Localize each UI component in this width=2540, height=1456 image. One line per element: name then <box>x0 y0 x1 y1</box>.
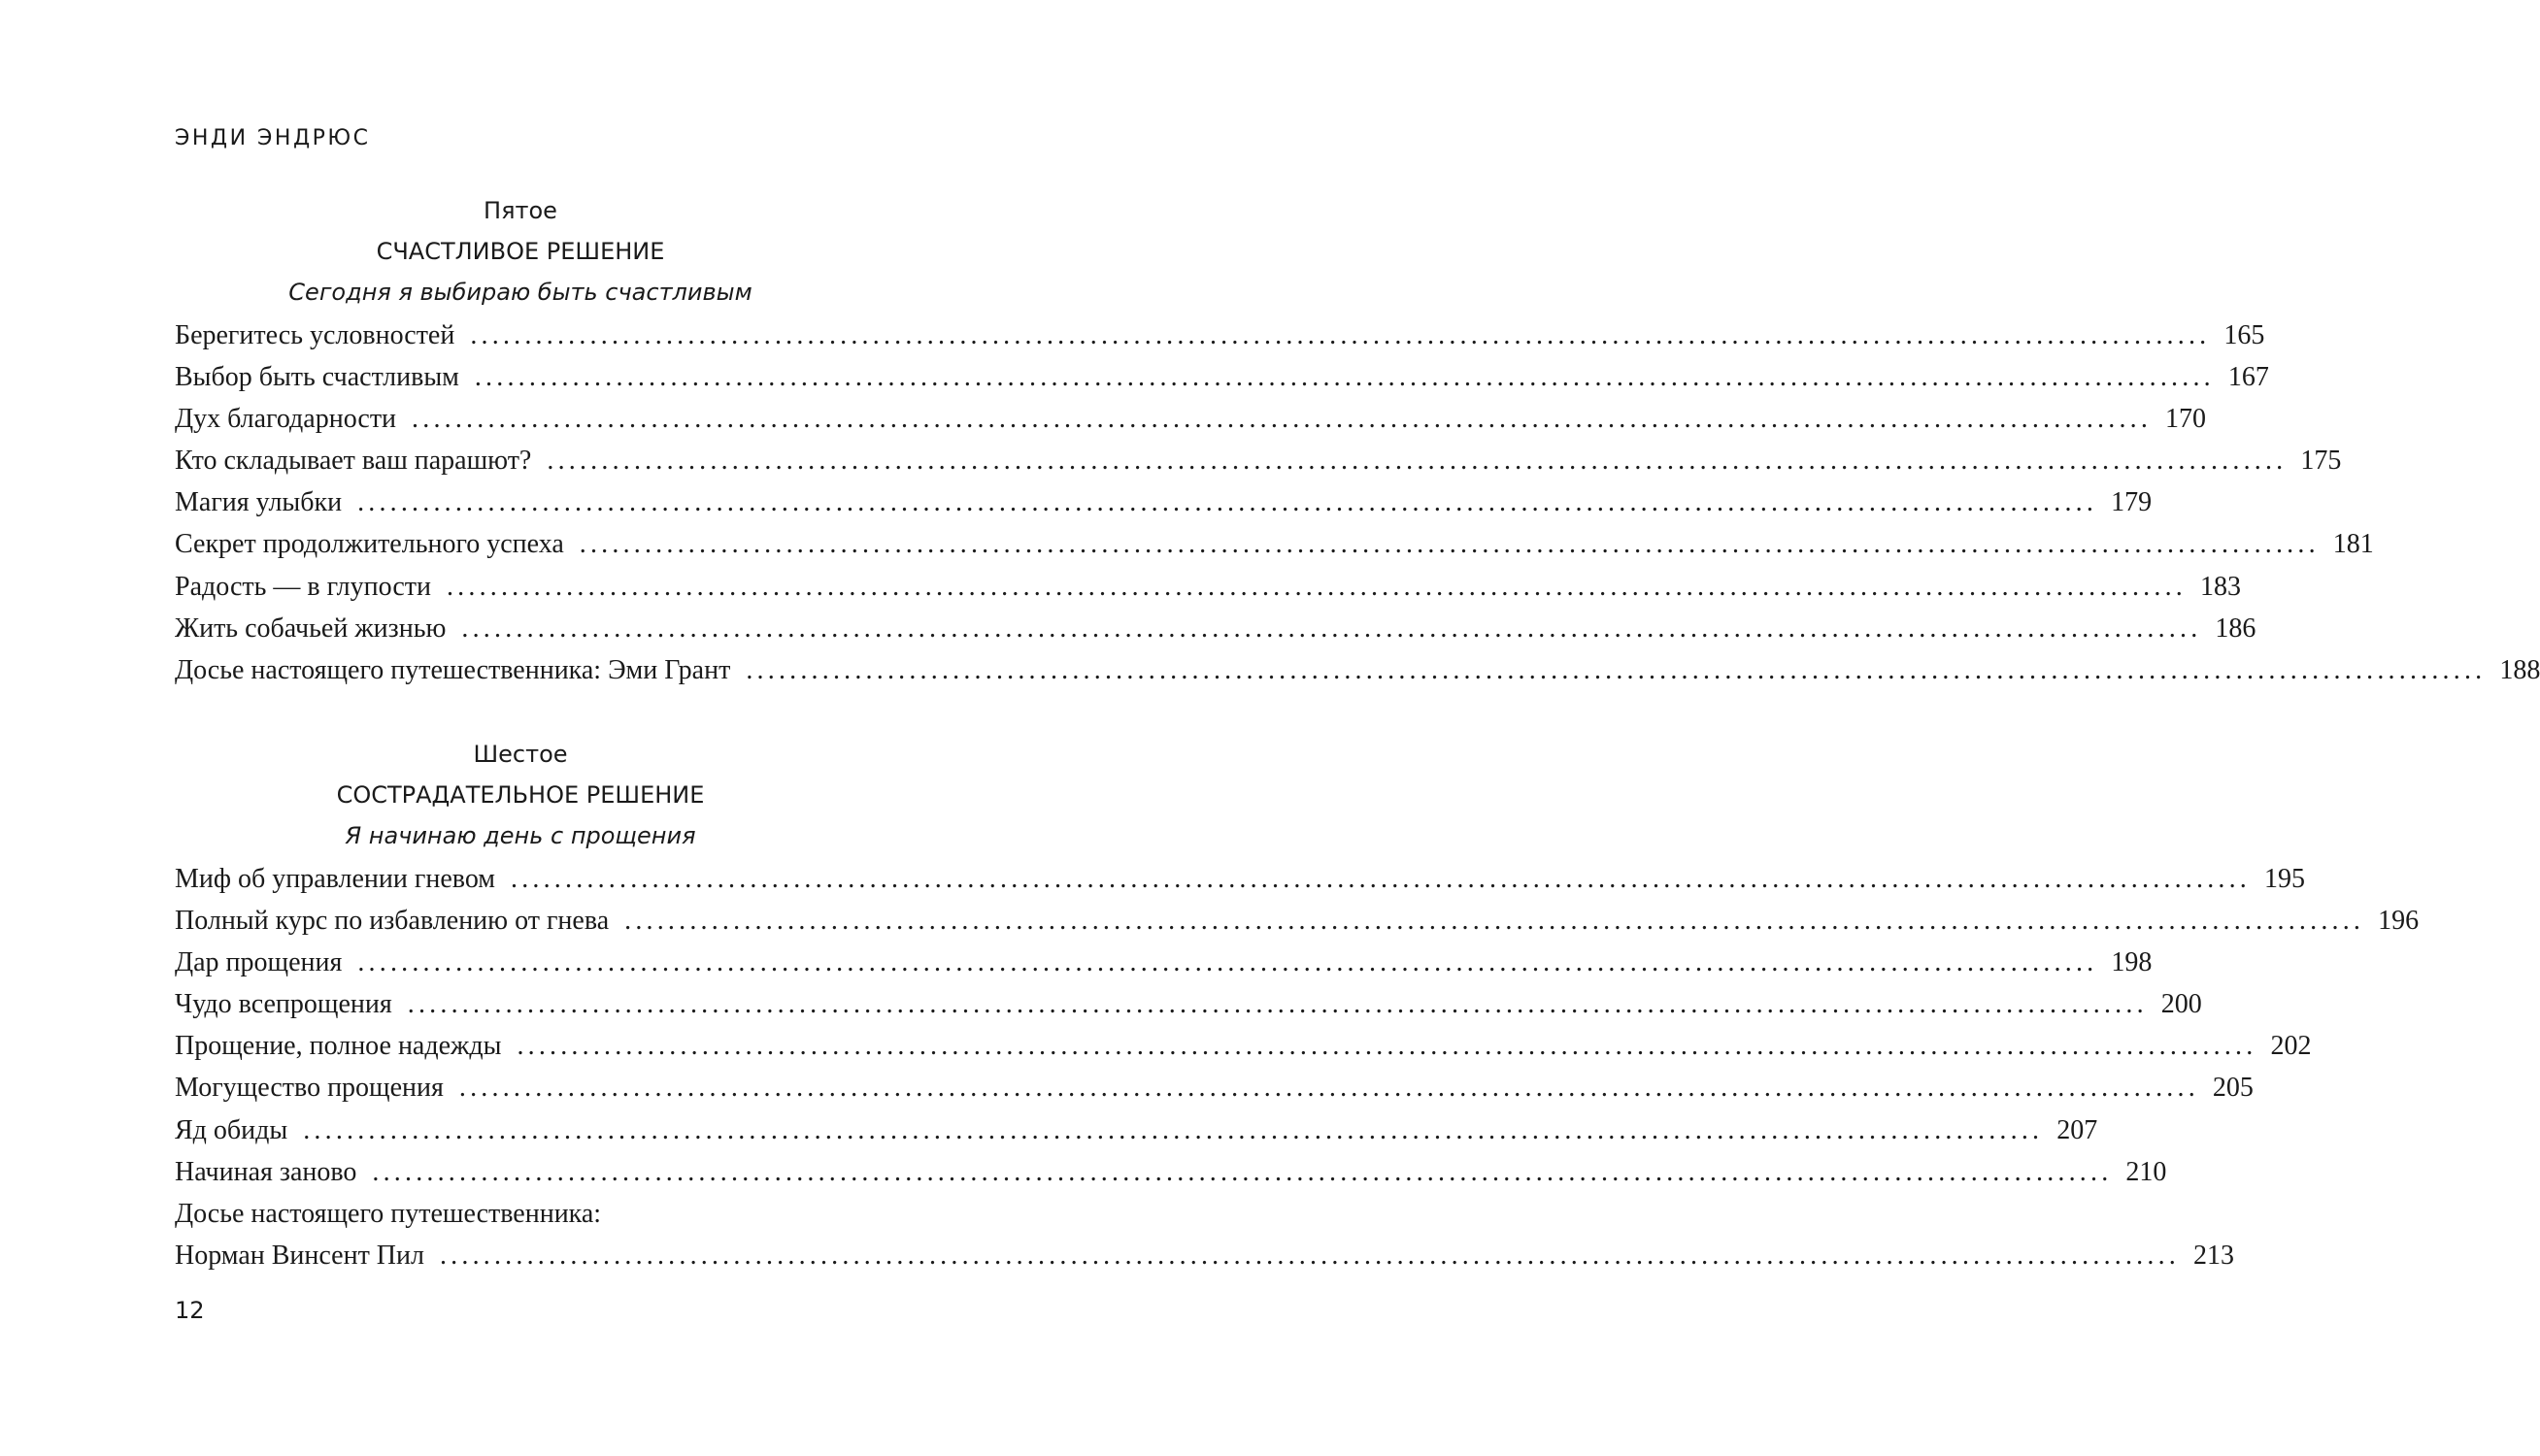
part-ordinal: Шестое <box>473 741 568 768</box>
entry-title: Дух благодарности <box>175 404 397 435</box>
entry-title: Чудо всепрощения <box>175 989 392 1020</box>
toc-part-5 <box>175 190 2540 691</box>
toc-entry[interactable] <box>175 1151 2167 1193</box>
running-head: ЭНДИ ЭНДРЮС <box>175 126 371 150</box>
entry-page: 205 <box>2212 1073 2254 1104</box>
toc-entry[interactable] <box>175 440 2342 481</box>
dot-leader: ................................................................................................................................................................ <box>303 1114 2044 1145</box>
entry-title: Выбор быть счастливым <box>175 362 459 393</box>
entry-page: 210 <box>2125 1156 2167 1187</box>
dot-leader: ................................................................................................................................................................ <box>357 487 2098 518</box>
entry-title: Норман Винсент Пил <box>175 1240 424 1271</box>
toc-entry[interactable] <box>175 983 2202 1025</box>
entry-page: 207 <box>2056 1114 2098 1145</box>
toc-entry[interactable] <box>175 1025 2312 1067</box>
toc-entry[interactable] <box>175 858 2305 900</box>
toc-entry[interactable] <box>175 356 2269 398</box>
page-number: 12 <box>175 1297 205 1324</box>
toc-list <box>175 858 2420 1276</box>
toc-entry-first-line[interactable]: Досье настоящего путешественника: <box>175 1198 602 1229</box>
toc-entry[interactable] <box>175 566 2241 608</box>
toc-entry[interactable] <box>175 1067 2254 1109</box>
dot-leader: ................................................................................................................................................................ <box>474 362 2215 393</box>
entry-page: 196 <box>2378 906 2420 937</box>
entry-page: 165 <box>2223 320 2265 350</box>
toc-entry[interactable] <box>175 398 2207 440</box>
part-subtitle: Я начинаю день с прощения <box>345 822 696 849</box>
entry-title: Жить собачьей жизнью <box>175 612 447 644</box>
dot-leader: ................................................................................................................................................................ <box>357 947 2098 978</box>
dot-leader: ................................................................................................................................................................ <box>439 1240 2180 1271</box>
entry-title: Кто складывает ваш парашют? <box>175 446 532 477</box>
entry-page: 167 <box>2227 362 2269 393</box>
entry-title: Прощение, полное надежды <box>175 1031 502 1062</box>
entry-title: Могущество прощения <box>175 1073 444 1104</box>
entry-title: Миф об управлении гневом <box>175 864 495 894</box>
entry-page: 181 <box>2332 529 2374 560</box>
toc-entry[interactable] <box>175 314 2265 356</box>
entry-title: Начиная заново <box>175 1156 357 1187</box>
entry-title: Магия улыбки <box>175 487 343 518</box>
part-subtitle: Сегодня я выбираю быть счастливым <box>288 279 752 306</box>
entry-page: 213 <box>2192 1240 2234 1271</box>
entry-page: 200 <box>2160 989 2202 1020</box>
toc-entry[interactable] <box>175 1235 2234 1276</box>
entry-title: Радость — в глупости <box>175 571 431 602</box>
dot-leader: ................................................................................................................................................................ <box>470 320 2211 350</box>
dot-leader: ................................................................................................................................................................ <box>624 906 2365 937</box>
entry-page: 195 <box>2264 864 2305 894</box>
toc-entry[interactable] <box>175 481 2153 523</box>
toc-entry[interactable] <box>175 523 2374 565</box>
entry-page: 202 <box>2270 1031 2312 1062</box>
entry-page: 186 <box>2215 612 2256 644</box>
toc-entry[interactable] <box>175 608 2256 649</box>
toc-entry[interactable] <box>175 942 2153 983</box>
dot-leader: ................................................................................................................................................................ <box>407 989 2148 1020</box>
dot-leader: ................................................................................................................................................................ <box>517 1031 2257 1062</box>
dot-leader: ................................................................................................................................................................ <box>458 1073 2199 1104</box>
entry-title: Берегитесь условностей <box>175 320 455 350</box>
entry-title: Полный курс по избавлению от гнева <box>175 906 610 937</box>
entry-page: 198 <box>2111 947 2153 978</box>
dot-leader: ................................................................................................................................................................ <box>547 446 2288 477</box>
dot-leader: ................................................................................................................................................................ <box>412 404 2153 435</box>
toc-entry[interactable] <box>175 1109 2098 1151</box>
toc-entry[interactable] <box>175 900 2420 942</box>
entry-page: 188 <box>2499 654 2540 685</box>
entry-title: Досье настоящего путешественника: Эми Грант <box>175 654 731 685</box>
part-title: СЧАСТЛИВОЕ РЕШЕНИЕ <box>376 238 665 265</box>
dot-leader: ................................................................................................................................................................ <box>746 654 2487 685</box>
part-title: СОСТРАДАТЕЛЬНОЕ РЕШЕНИЕ <box>336 781 705 809</box>
entry-page: 183 <box>2199 571 2241 602</box>
dot-leader: ................................................................................................................................................................ <box>511 864 2251 894</box>
entry-title: Яд обиды <box>175 1114 288 1145</box>
entry-title: Секрет продолжительного успеха <box>175 529 564 560</box>
toc-entry[interactable] <box>175 649 2540 691</box>
entry-page: 179 <box>2111 487 2153 518</box>
dot-leader: ................................................................................................................................................................ <box>372 1156 2113 1187</box>
dot-leader: ................................................................................................................................................................ <box>579 529 2320 560</box>
toc-part-6 <box>175 734 2420 1276</box>
entry-title: Дар прощения <box>175 947 343 978</box>
part-ordinal: Пятое <box>484 197 557 224</box>
entry-page: 170 <box>2165 404 2207 435</box>
entry-page: 175 <box>2300 446 2342 477</box>
dot-leader: ................................................................................................................................................................ <box>446 571 2187 602</box>
toc-list <box>175 314 2540 691</box>
dot-leader: ................................................................................................................................................................ <box>461 612 2202 644</box>
